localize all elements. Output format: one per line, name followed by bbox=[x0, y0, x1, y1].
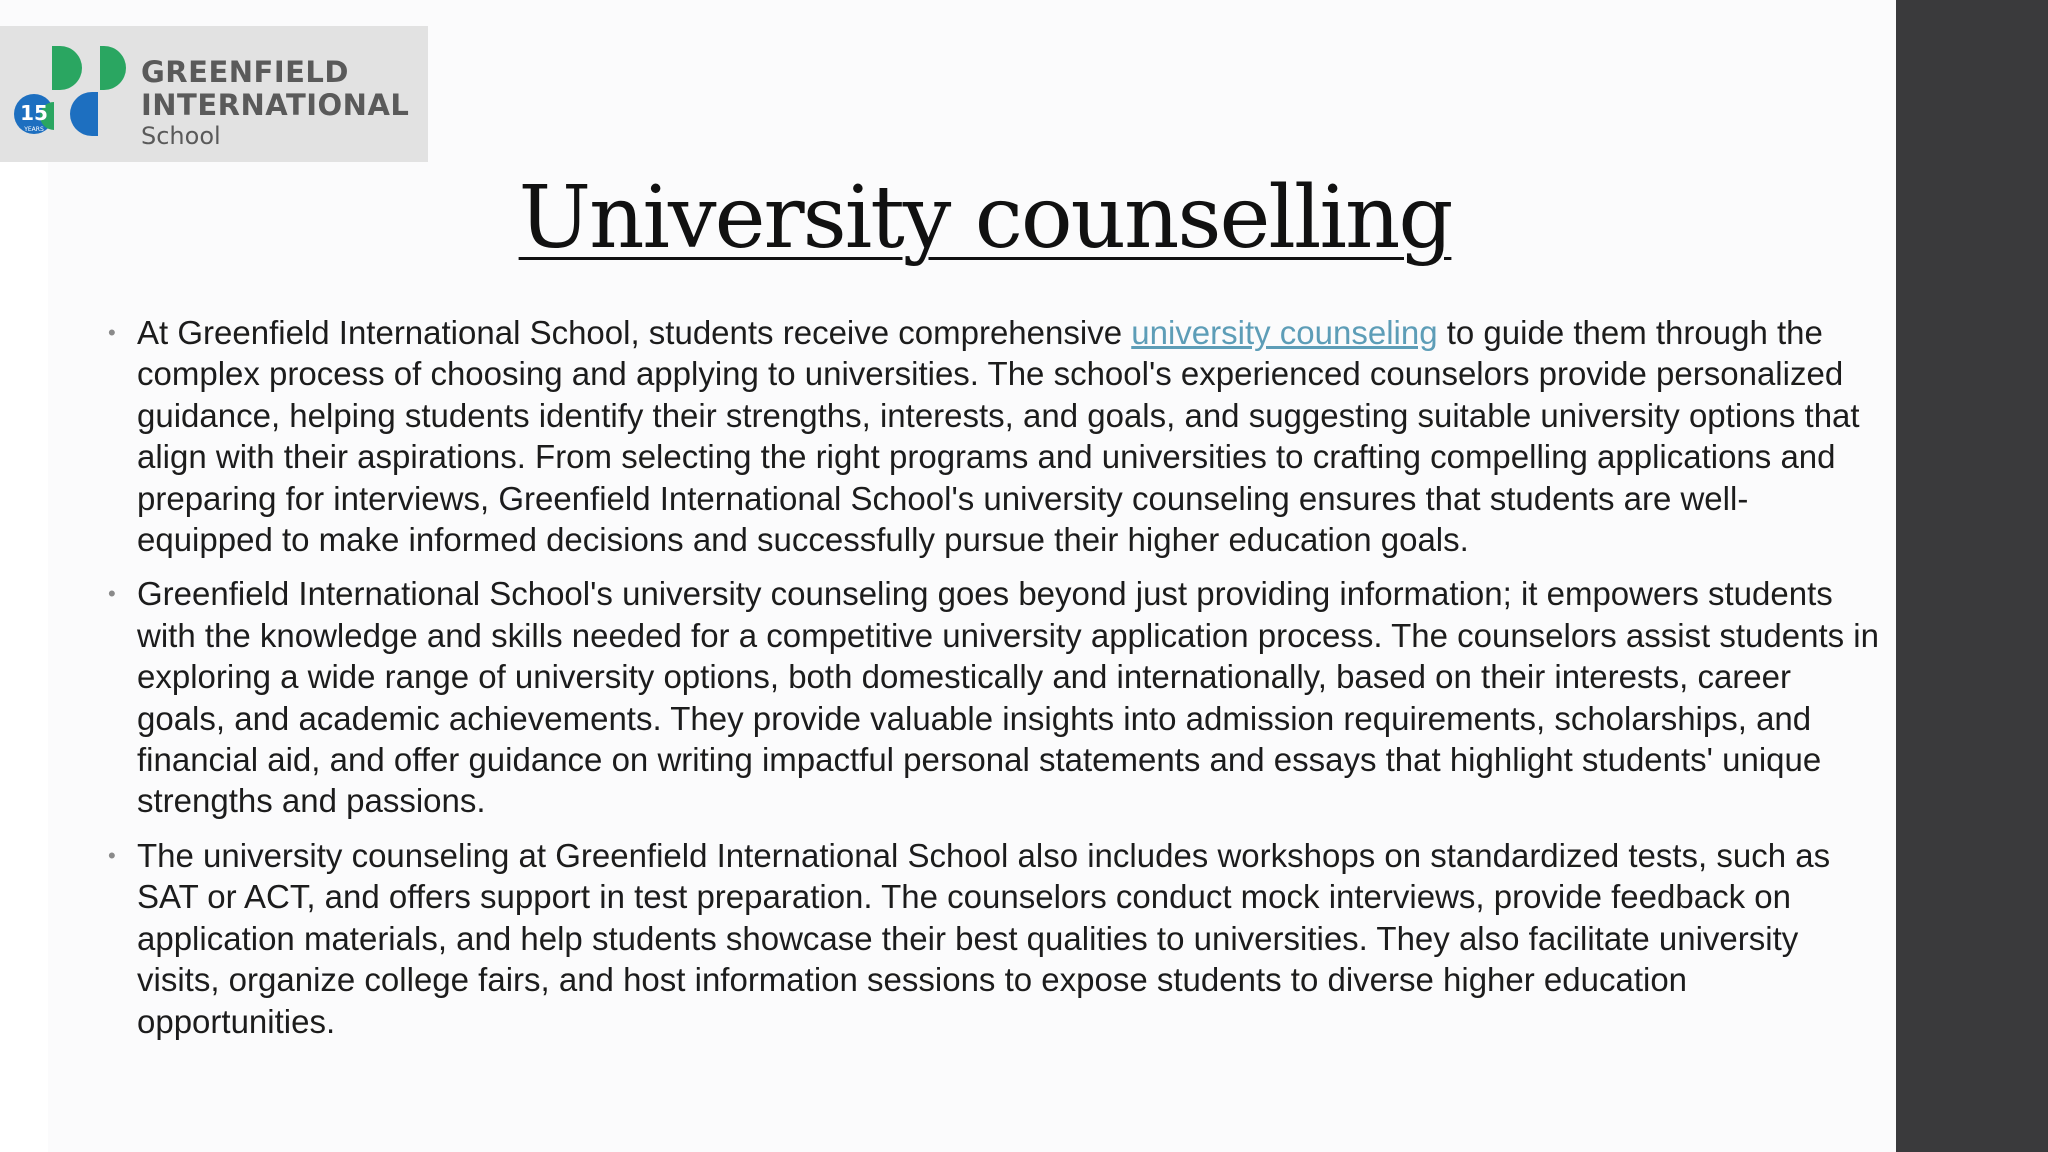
bullet-list bbox=[100, 312, 1882, 1055]
slide-margin-strip bbox=[0, 160, 48, 1152]
logo-line-3: School bbox=[141, 122, 221, 150]
logo-green-leaf-left bbox=[52, 46, 82, 90]
logo-badge-word: YEARS bbox=[24, 126, 44, 133]
bullet-dot-icon: • bbox=[108, 320, 116, 345]
bullet-text-before-link: At Greenfield International School, students receive comprehensive bbox=[137, 314, 1132, 351]
logo-wordmark bbox=[141, 55, 410, 150]
bullet-text: The university counseling at Greenfield International School also includes workshops on standardized tests, such as SAT or ACT, and offers support in test preparation. The counselors conduct mock interviews, provide feedback on application materials, and help students showcase their best qualities to universities. They also facilitate university visits, organize college fairs, and host information sessions to expose students to diverse higher education opportunities. bbox=[137, 836, 1831, 1040]
bullet-text: Greenfield International School's university counseling goes beyond just providing information; it empowers students with the knowledge and skills needed for a competitive university application process. The counselors assist students in exploring a wide range of university options, both domestically and internationally, based on their interests, career goals, and academic achievements. They provide valuable insights into admission requirements, scholarships, and financial aid, and offer guidance on writing impactful personal statements and essays that highlight students' unique strengths and passions. bbox=[137, 575, 1879, 820]
slide-title: University counselling bbox=[518, 168, 1452, 268]
university-counseling-link[interactable]: university counseling bbox=[1131, 314, 1438, 351]
school-logo bbox=[0, 26, 428, 162]
logo-blue-leaf bbox=[70, 92, 98, 136]
bullet-item bbox=[100, 835, 1882, 1042]
bullet-item bbox=[100, 573, 1882, 821]
bullet-dot-icon: • bbox=[108, 581, 116, 607]
logo-green-leaf-right bbox=[100, 46, 126, 90]
side-panel bbox=[1896, 0, 2048, 1152]
logo-line-1: GREENFIELD bbox=[141, 55, 349, 89]
bullet-item bbox=[100, 312, 1882, 560]
bullet-text-after-link: to guide them through the complex process of choosing and applying to universities. The school's experienced counselors provide personalized guidance, helping students identify their strengths, interests, and goals, and suggesting suitable university options that align with their aspirations. From selecting the right programs and universities to crafting compelling applications and preparing for interviews, Greenfield International School's university counseling ensures that students are well-equipped to make informed decisions and successfully pursue their higher education goals. bbox=[137, 314, 1860, 559]
bullet-dot-icon: • bbox=[108, 842, 116, 868]
logo-badge-number: 15 bbox=[20, 101, 48, 125]
logo-line-2: INTERNATIONAL bbox=[141, 88, 410, 122]
school-logo-icon bbox=[14, 44, 134, 152]
